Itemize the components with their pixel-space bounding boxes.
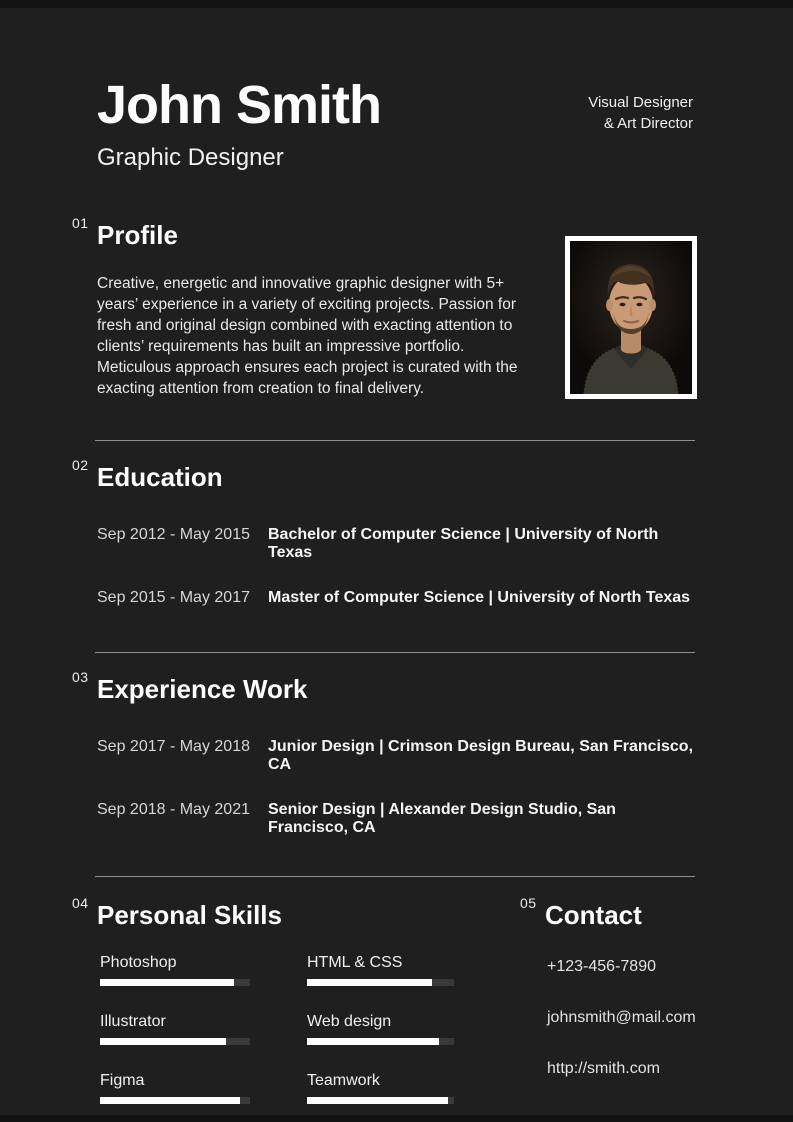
contact-phone: +123-456-7890 (547, 958, 656, 976)
header (97, 0, 697, 172)
section-number: 04 (72, 895, 89, 912)
skill-label: Figma (100, 1072, 145, 1090)
education-dates: Sep 2012 - May 2015 (97, 526, 250, 544)
section-skills (72, 895, 477, 1104)
skill-label: Teamwork (307, 1072, 380, 1090)
profile-body (97, 273, 697, 399)
skill-bar-track (307, 1097, 454, 1104)
tagline-line2: & Art Director (603, 115, 693, 132)
skill-bar-fill (100, 979, 234, 986)
portrait-illustration (570, 241, 692, 394)
skills-heading: 04 Personal Skills (72, 895, 282, 931)
tagline-line1: Visual Designer (588, 94, 693, 111)
divider (95, 876, 695, 877)
skill-bar-fill (100, 1097, 240, 1104)
profile-text: Creative, energetic and innovative graphic designer with 5+ years’ experience in a variety of exciting projects. Passion for fresh and original design combined with exacting attention to clients’ requirements has built an impressive portfolio. Meticulous approach ensures each project is curated with the exacting attention from creation to final delivery. (97, 275, 518, 398)
skill-item (307, 1013, 454, 1045)
skill-bar-track (100, 979, 250, 986)
profile-heading: 01 Profile (72, 215, 178, 251)
education-detail: Bachelor of Computer Science | University of North Texas (268, 526, 659, 562)
tagline (588, 92, 693, 134)
experience-dates: Sep 2017 - May 2018 (97, 738, 250, 756)
section-number: 05 (520, 895, 537, 912)
person-name: John Smith (97, 75, 381, 135)
section-number: 02 (72, 457, 89, 474)
job-title: Graphic Designer (97, 144, 284, 172)
skill-label: HTML & CSS (307, 954, 403, 972)
experience-row (97, 738, 697, 774)
skill-item (307, 954, 454, 986)
experience-row (97, 801, 697, 837)
experience-detail: Junior Design | Crimson Design Bureau, San Francisco, CA (268, 738, 694, 774)
skill-bar-fill (307, 1038, 439, 1045)
education-row (97, 589, 697, 607)
skill-label: Photoshop (100, 954, 177, 972)
skills-grid (100, 954, 477, 1104)
skill-label: Illustrator (100, 1013, 166, 1031)
contact-email: johnsmith@mail.com (547, 1009, 696, 1027)
section-profile (72, 215, 697, 441)
experience-heading: 03 Experience Work (72, 669, 308, 705)
education-heading: 02 Education (72, 457, 223, 493)
skill-item (307, 1072, 454, 1104)
section-number: 03 (72, 669, 89, 686)
profile-photo (565, 236, 697, 399)
skill-bar-track (100, 1038, 250, 1045)
experience-detail: Senior Design | Alexander Design Studio, San Francisco, CA (268, 801, 616, 837)
skill-bar-fill (307, 979, 432, 986)
contact-website: http://smith.com (547, 1060, 660, 1078)
skill-label: Web design (307, 1013, 392, 1031)
education-row (97, 526, 697, 562)
skill-bar-fill (307, 1097, 448, 1104)
skill-item (100, 954, 250, 986)
bottom-columns (72, 895, 697, 1104)
skill-item (100, 1072, 250, 1104)
experience-dates: Sep 2018 - May 2021 (97, 801, 250, 819)
section-experience (72, 669, 697, 877)
divider (95, 652, 695, 653)
section-contact (520, 895, 696, 1104)
skill-bar-track (307, 979, 454, 986)
page-bottom-edge (0, 1115, 793, 1122)
education-detail: Master of Computer Science | University of North Texas (268, 589, 691, 607)
skill-bar-track (307, 1038, 454, 1045)
skill-item (100, 1013, 250, 1045)
contact-heading: 05 Contact (520, 895, 642, 931)
section-education (72, 457, 697, 653)
skill-bar-fill (100, 1038, 226, 1045)
skill-bar-track (100, 1097, 250, 1104)
divider (95, 440, 695, 441)
contact-items (547, 958, 696, 1078)
section-number: 01 (72, 215, 89, 232)
education-dates: Sep 2015 - May 2017 (97, 589, 250, 607)
